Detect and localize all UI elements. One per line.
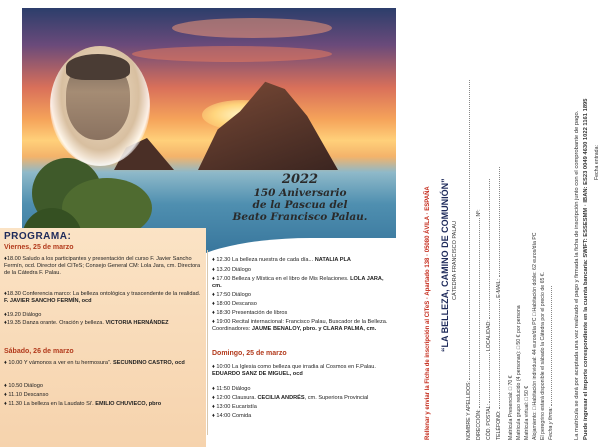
field-phone[interactable]: TELÉFONO: E-MAIL: [496,167,502,440]
day-saturday: Sábado, 26 de marzo [4,348,74,355]
field-address[interactable]: DIRECCIÓN: Nº: [476,209,482,440]
title-line-3: Beato Francisco Palau. [232,211,368,223]
day-friday: Viernes, 25 de marzo [4,244,74,251]
footer-note: La matrícula se dará por aceptada una vez realizado el pago y firmada la ficha de inscripción junto con el comprobante de pago. [574,110,580,440]
event-sun-3: ♦ 13:00 Eucaristía [212,404,257,410]
event-fri-1: ♦18.30 Conferencia marco: La belleza ontológica y trascendente de la realidad. F. JAVIER SANCHO FERMÍN, ocd [4,291,201,305]
event-sat-1: ♦ 10.50 Diálogo [4,383,43,389]
event-satpm-6: ♦ 19:00 Recital internacional: Francisco Palau, Buscador de la Belleza. Coordinadores: JAUME BENALOY, pbro. y CLARA PALMA, cm. [212,319,388,333]
event-sun-1: ♦ 11:50 Diálogo [212,386,251,392]
footer-bank: Puede ingresar el importe correspondiente en la cuenta bancaria: SWIFT: ESSESMM · IBAN: ES23 0049 4630 1022 1161 1895 [583,98,589,440]
signature-label: Fecha y firma: [548,286,554,440]
event-satpm-4: ♦ 18:00 Descanso [212,301,257,307]
event-fri-0: ♦18.00 Saludo a los participantes y presentación del curso F. Javier Sancho Fermín, ocd. Director del CITeS; Consejo General CM: Lola Jara, cm. Directora de la Cátedra F. Palau. [4,256,201,277]
registration-form [396,0,614,447]
event-sun-2: ♦ 12:00 Clausura. CECILIA ANDRÉS, cm. Superiora Provincial [212,395,369,401]
anniversary-title [210,172,390,223]
event-satpm-0: ♦ 12.30 La belleza nuestra de cada día... NATALIA PLA [212,257,351,263]
title-line-1: 150 Aniversario [253,187,347,199]
field-name[interactable]: NOMBRE Y APELLIDOS: [466,120,472,440]
event-sun-0: ♦ 10:00 La Iglesia como belleza que irradia al Cosmos en F.Palau. EDUARDO SANZ DE MIGUEL, ocd [212,364,376,378]
day-sunday: Domingo, 25 de marzo [212,350,287,357]
event-fri-3: ♦19.35 Danza orante. Oración y belleza. VICTORIA HERNÁNDEZ [4,320,169,326]
price-1[interactable]: Matrícula grupo reducido (4 personas): □ 50 € por persona [516,305,522,440]
event-satpm-3: ♦ 17:50 Diálogo [212,292,251,298]
event-satpm-5: ♦ 18:30 Presentación de libros [212,310,288,316]
date-entry-label: Fecha entrada: [594,145,600,180]
title-year: 2022 [281,172,319,187]
programa-heading: PROGRAMA: [4,231,72,242]
price-3[interactable]: Alojamiento: □ Habitación individual: 44 euros/día PC □ Habitación doble: 62 euros/día PC [532,232,538,440]
event-sat-3: ♦ 11.30 La belleza en la Laudato Si'. EMILIO CHUVIECO, pbro [4,401,162,407]
event-satpm-1: ♦ 13.20 Diálogo [212,267,251,273]
event-satpm-2: ♦ 17.00 Belleza y Mística en el libro de Mis Relaciones. LOLA JARA, cm. [212,276,384,290]
column-divider [207,250,208,435]
field-postal[interactable]: CÓD. POSTAL: LOCALIDAD: [486,179,492,440]
form-red-band: Rellenar y enviar la Ficha de inscripción al CITeS · Apartado 138 · 05080 ÁVILA · ESPAÑA [425,186,431,440]
price-4: El peregrino estará disponible el sábado la Cátedra por el precio de 65 €. [540,271,546,440]
price-2[interactable]: Matrícula virtual: □ 50 € [524,385,530,440]
event-sat-2: ♦ 11.10 Descanso [4,392,49,398]
form-subtitle: CÁTEDRA FRANCISCO PALAU [452,220,458,300]
event-sun-4: ♦ 14:00 Comida [212,413,252,419]
form-title: “LA BELLEZA, CAMINO DE COMUNIÓN” [440,178,450,352]
title-line-2: de la Pascua del [252,199,348,211]
event-fri-2: ♦19.20 Diálogo [4,312,42,318]
event-sat-0: ♦ 10.00 Y vámonos a ver en tu hermosura”. SECUNDINO CASTRO, ocd [4,360,185,366]
price-0[interactable]: Matrícula Presencial: □ 70 € [508,375,514,440]
